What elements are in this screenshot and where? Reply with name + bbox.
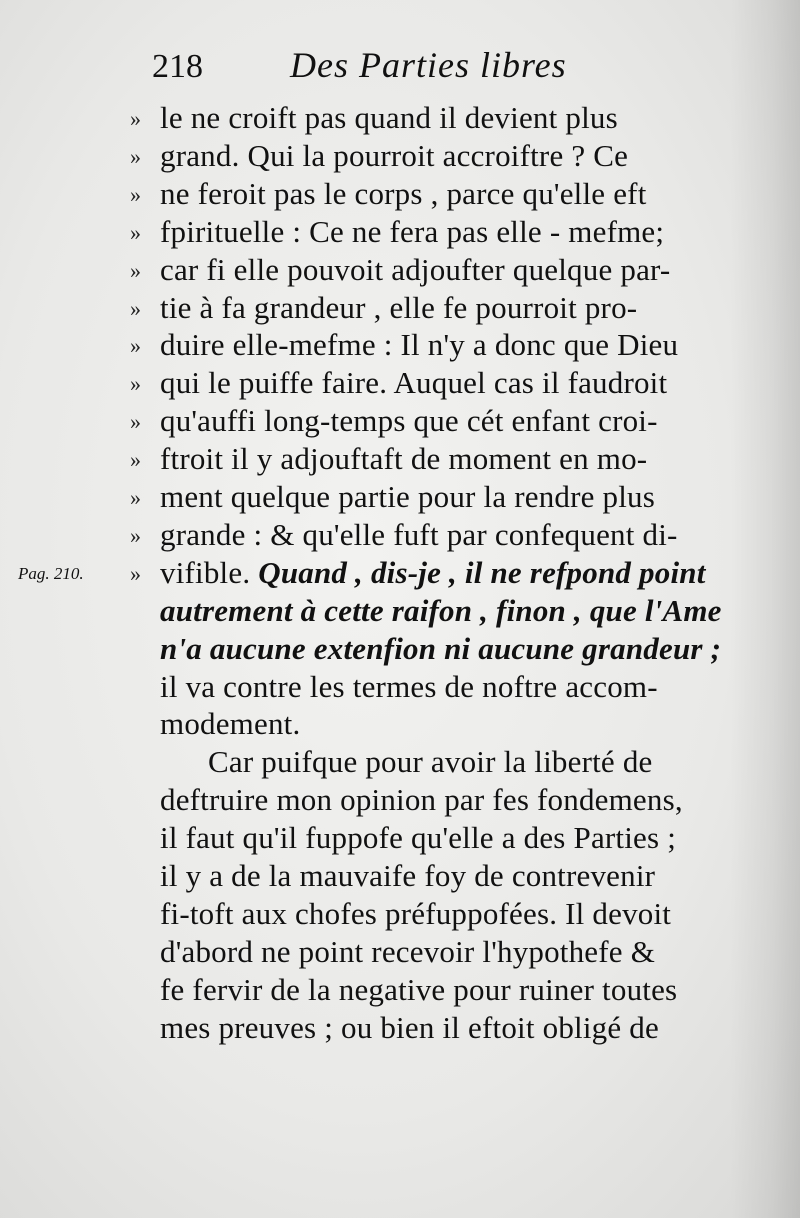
quote-mark: »	[130, 485, 141, 510]
roman-text: d'abord ne point recevoir l'hypothefe &	[160, 933, 656, 969]
text-line	[160, 858, 655, 894]
roman-text: il va contre les termes de noftre accom-	[160, 668, 658, 704]
text-line	[160, 706, 300, 742]
roman-text: il faut qu'il fuppofe qu'elle a des Parties ;	[160, 820, 677, 856]
text-line	[160, 1010, 659, 1046]
roman-text: Car puifque pour avoir la liberté de	[208, 744, 653, 780]
text-line	[160, 138, 628, 174]
page-number: 218	[152, 48, 203, 85]
text-line	[160, 934, 655, 970]
roman-text: fpirituelle : Ce ne fera pas elle - mefme;	[160, 213, 665, 249]
text-line	[160, 214, 664, 250]
text-line	[160, 290, 637, 326]
roman-text: deftruire mon opinion par fes fondemens,	[160, 782, 683, 818]
running-title: Des Parties libres	[290, 45, 567, 85]
roman-text: grande : & qu'elle fuft par confequent di-	[160, 516, 678, 552]
quote-mark: »	[130, 106, 141, 131]
roman-text: tie à fa grandeur , elle fe pourroit pro-	[160, 289, 638, 325]
italic-text: autrement à cette raifon , finon , que l'Ame	[160, 592, 722, 628]
quote-mark: »	[130, 181, 141, 207]
text-line	[160, 252, 670, 288]
quote-mark: »	[130, 409, 141, 435]
roman-text: vifible.	[160, 554, 259, 590]
quote-mark: »	[130, 295, 141, 321]
text-line	[160, 669, 658, 705]
text-line	[208, 744, 653, 780]
text-line	[160, 820, 676, 856]
roman-text: grand. Qui la pourroit accroiftre ? Ce	[160, 137, 629, 173]
roman-text: ne feroit pas le corps , parce qu'elle eft	[160, 175, 647, 211]
text-line	[160, 631, 721, 667]
text-line	[160, 555, 706, 591]
text-line	[160, 593, 722, 629]
quote-mark: »	[130, 560, 141, 586]
roman-text: qu'auffi long-temps que cét enfant croi-	[160, 403, 658, 439]
text-line	[160, 972, 677, 1008]
text-line	[160, 100, 618, 136]
quote-mark: »	[130, 447, 141, 473]
text-line	[160, 176, 647, 212]
text-line	[160, 517, 678, 553]
roman-text: ment quelque partie pour la rendre plus	[160, 479, 656, 514]
quote-mark: »	[130, 257, 141, 283]
text-line	[160, 896, 671, 932]
quote-mark: »	[130, 219, 141, 245]
text-line	[160, 327, 678, 363]
text-line	[160, 479, 655, 515]
italic-text: Quand , dis-je , il ne refpond point	[258, 554, 706, 590]
roman-text: ftroit il y adjouftaft de moment en mo-	[160, 441, 648, 477]
roman-text: il y a de la mauvaife foy de contrevenir	[160, 858, 656, 893]
margin-note: Pag. 210.	[18, 564, 84, 583]
roman-text: qui le puiffe faire. Auquel cas il faudroit	[160, 365, 668, 401]
text-line	[160, 403, 658, 439]
roman-text: modement.	[160, 706, 301, 742]
quote-mark: »	[130, 143, 141, 169]
roman-text: car fi elle pouvoit adjoufter quelque par-	[160, 251, 671, 287]
roman-text: mes preuves ; ou bien il eftoit obligé de	[160, 1009, 659, 1045]
roman-text: fe fervir de la negative pour ruiner toutes	[160, 971, 678, 1007]
text-line	[160, 441, 647, 477]
quote-mark: »	[130, 522, 141, 548]
quote-mark: »	[130, 333, 141, 359]
text-line	[160, 782, 683, 818]
italic-text: n'a aucune extenfion ni aucune grandeur ;	[160, 630, 722, 666]
roman-text: le ne croift pas quand il devient plus	[160, 100, 618, 135]
roman-text: duire elle-mefme : Il n'y a donc que Dieu	[160, 327, 679, 363]
quote-mark: »	[130, 371, 141, 397]
text-line	[160, 365, 667, 401]
page-edge-shadow	[730, 0, 800, 1218]
roman-text: fi-toft aux chofes préfuppofées. Il devoit	[160, 895, 672, 931]
